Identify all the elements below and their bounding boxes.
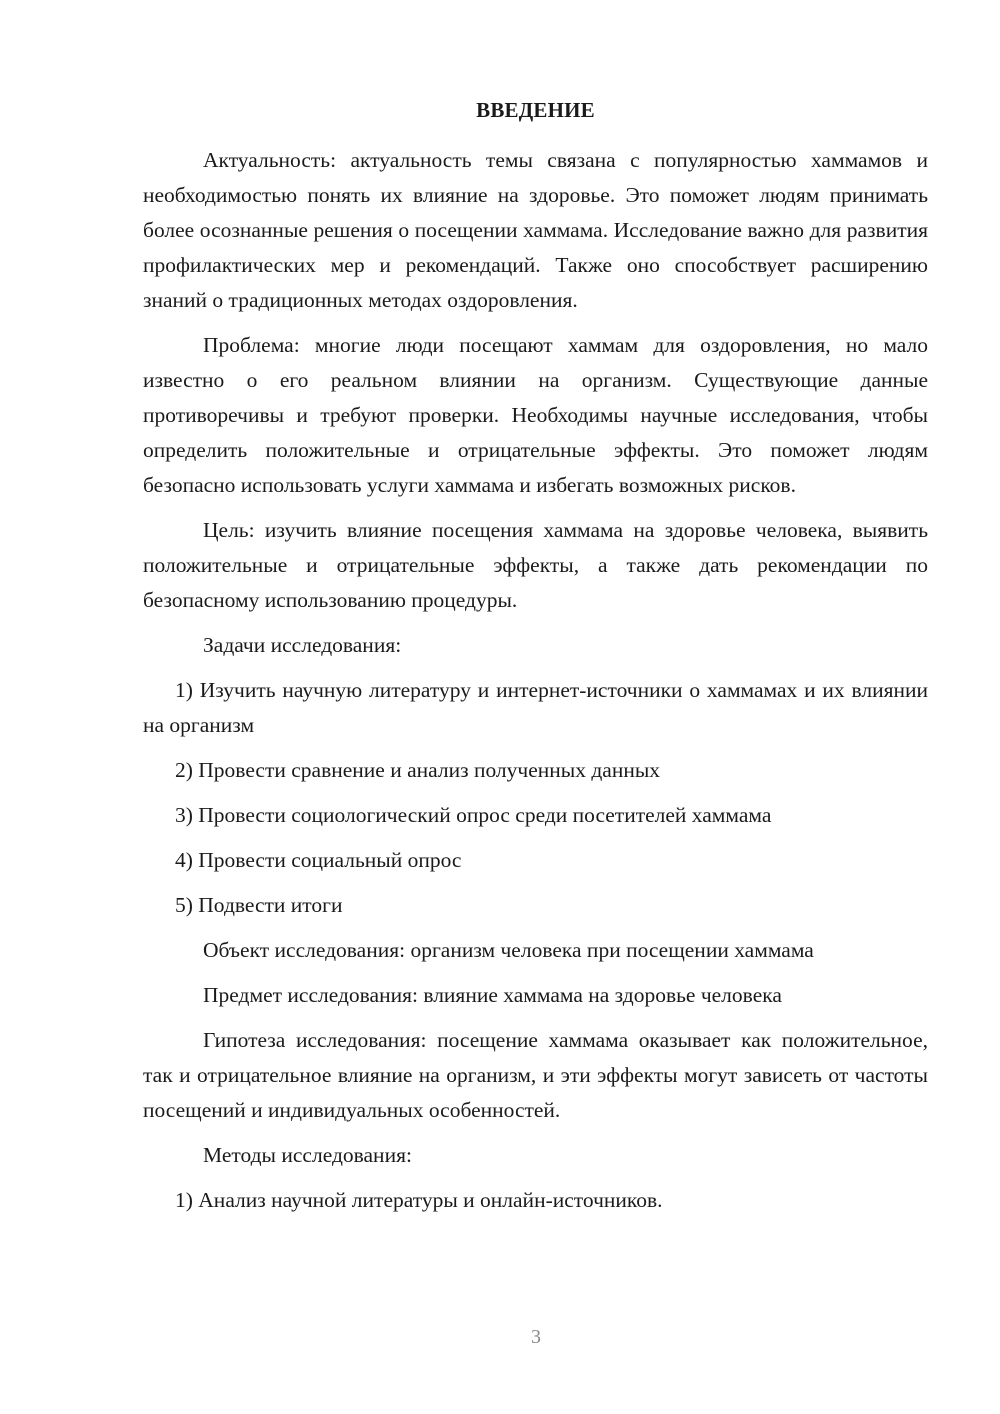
goal-paragraph: Цель: изучить влияние посещения хаммама на здоровье человека, выявить положительные и отрицательные эффекты, а также дать рекомендации по безопасному использованию процедуры. xyxy=(143,518,928,612)
task-item: 1) Изучить научную литературу и интернет-источники о хаммамах и их влиянии на организм xyxy=(143,678,928,737)
task-item: 5) Подвести итоги xyxy=(175,893,343,917)
method-item: 1) Анализ научной литературы и онлайн-источников. xyxy=(175,1188,663,1212)
page-number: 3 xyxy=(531,1326,541,1348)
problem-paragraph: Проблема: многие люди посещают хаммам для оздоровления, но мало известно о его реальном влиянии на организм. Существующие данные противоречивы и требуют проверки. Необходимы научные исследования, чтобы определить положительные и отрицательные эффекты. Это поможет людям безопасно использовать услуги хаммама и избегать возможных рисков. xyxy=(143,333,928,497)
tasks-heading: Задачи исследования: xyxy=(203,633,402,657)
hypothesis-paragraph: Гипотеза исследования: посещение хаммама оказывает как положительное, так и отрицательное влияние на организм, и эти эффекты могут зависеть от частоты посещений и индивидуальных особенностей. xyxy=(143,1028,928,1122)
task-item: 4) Провести социальный опрос xyxy=(175,848,462,872)
page-title: ВВЕДЕНИЕ xyxy=(476,98,595,122)
task-item: 2) Провести сравнение и анализ полученных данных xyxy=(175,758,661,782)
research-object: Объект исследования: организм человека при посещении хаммама xyxy=(203,938,814,962)
relevance-paragraph: Актуальность: актуальность темы связана с популярностью хаммамов и необходимостью понять их влияние на здоровье. Это поможет людям принимать более осознанные решения о посещении хаммама. Исследование важно для развития профилактических мер и рекомендаций. Также оно способствует расширению знаний о традиционных методах оздоровления. xyxy=(143,148,928,312)
research-subject: Предмет исследования: влияние хаммама на здоровье человека xyxy=(203,983,782,1007)
methods-heading: Методы исследования: xyxy=(203,1143,412,1167)
task-item: 3) Провести социологический опрос среди посетителей хаммама xyxy=(175,803,772,827)
document-page xyxy=(143,95,928,1228)
